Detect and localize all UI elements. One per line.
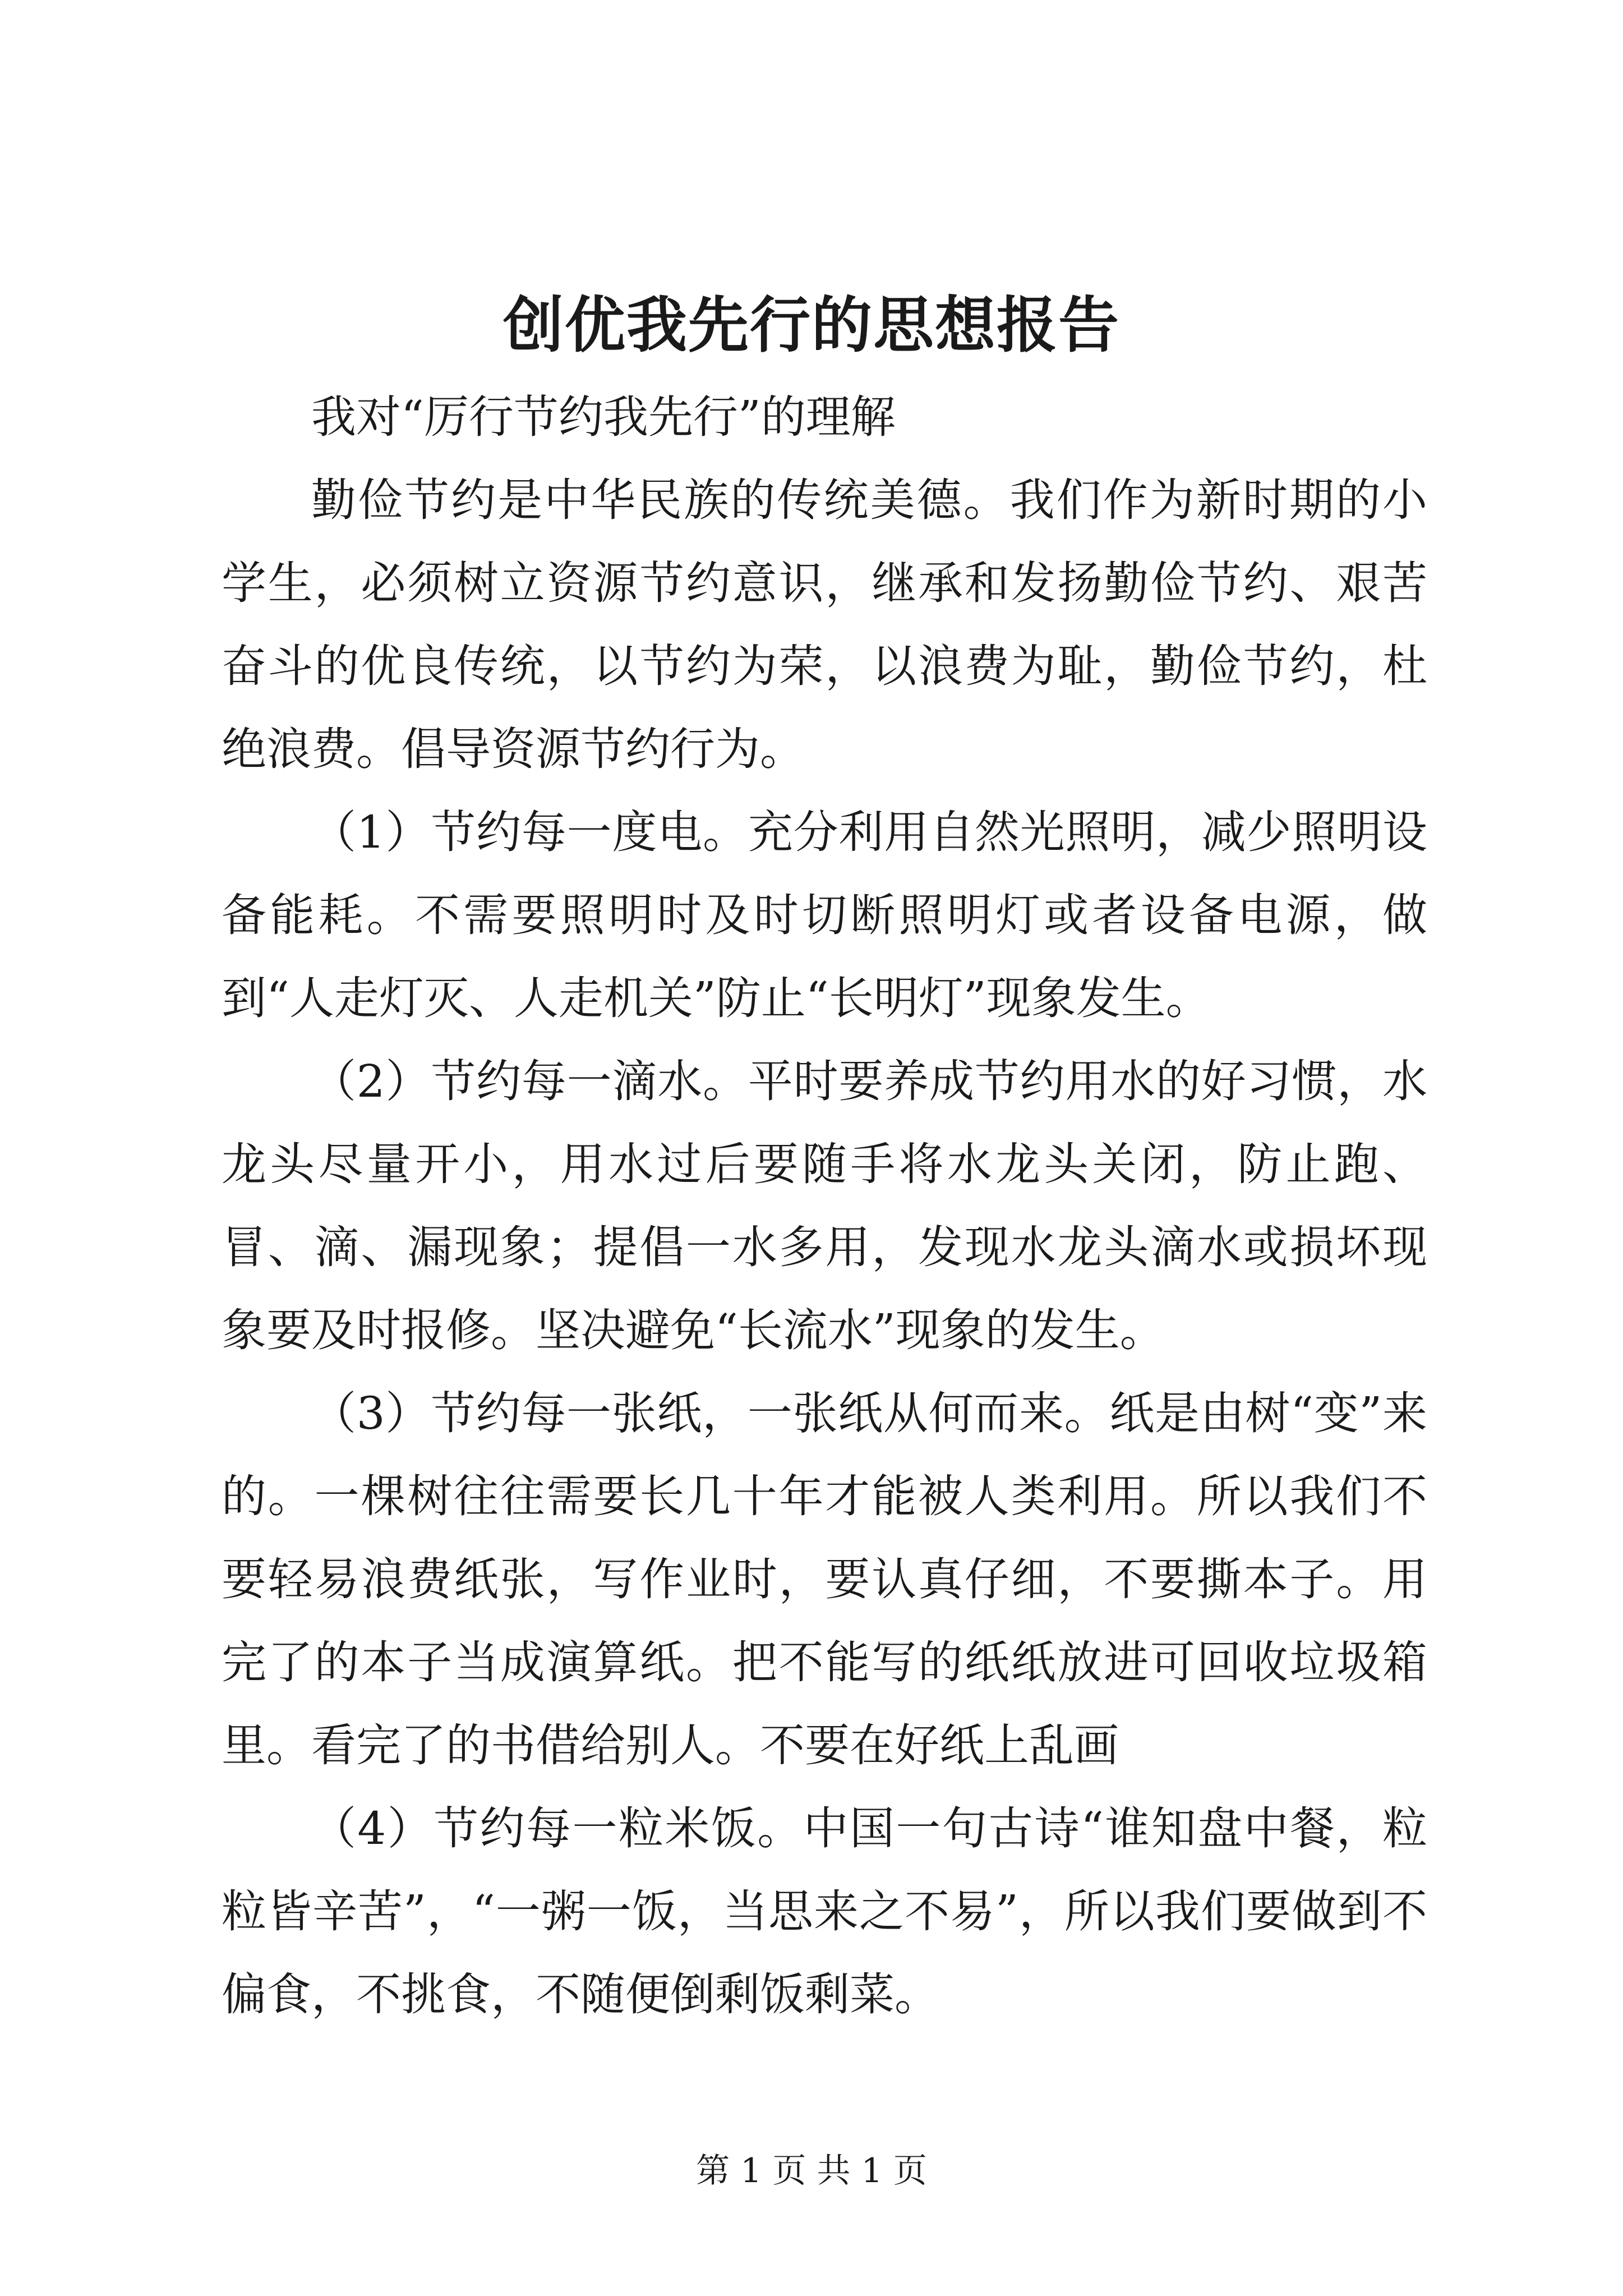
item-paragraph-rice: （4）节约每一粒米饭。中国一句古诗“谁知盘中餐，粒粒皆辛苦”，“一粥一饭，当思来之不易”，所以我们要做到不偏食，不挑食，不随便倒剩饭剩菜。 [222,1802,1427,2021]
item-paragraph-water: （2）节约每一滴水。平时要养成节约用水的好习惯，水龙头尽量开小，用水过后要随手将水龙头关闭，防止跑、冒、滴、漏现象；提倡一水多用，发现水龙头滴水或损坏现象要及时报修。坚决避免“长流水”现象的发生。 [222,1055,1427,1356]
page-footer: 第 1 页 共 1 页 [696,2151,927,2191]
subtitle-paragraph: 我对“厉行节约我先行”的理解 [311,391,896,443]
intro-paragraph: 勤俭节约是中华民族的传统美德。我们作为新时期的小学生，必须树立资源节约意识，继承和发扬勤俭节约、艰苦奋斗的优良传统，以节约为荣，以浪费为耻，勤俭节约，杜绝浪费。倡导资源节约行为。 [222,474,1427,775]
document-title: 创优我先行的思想报告 [502,290,1120,361]
item-paragraph-paper: （3）节约每一张纸，一张纸从何而来。纸是由树“变”来的。一棵树往往需要长几十年才能被人类利用。所以我们不要轻易浪费纸张，写作业时，要认真仔细，不要撕本子。用完了的本子当成演算纸。把不能写的纸纸放进可回收垃圾箱里。看完了的书借给别人。不要在好纸上乱画 [222,1387,1427,1772]
document-body [222,376,1427,2036]
item-paragraph-electricity: （1）节约每一度电。充分利用自然光照明，减少照明设备能耗。不需要照明时及时切断照明灯或者设备电源，做到“人走灯灭、人走机关”防止“长明灯”现象发生。 [222,806,1427,1024]
